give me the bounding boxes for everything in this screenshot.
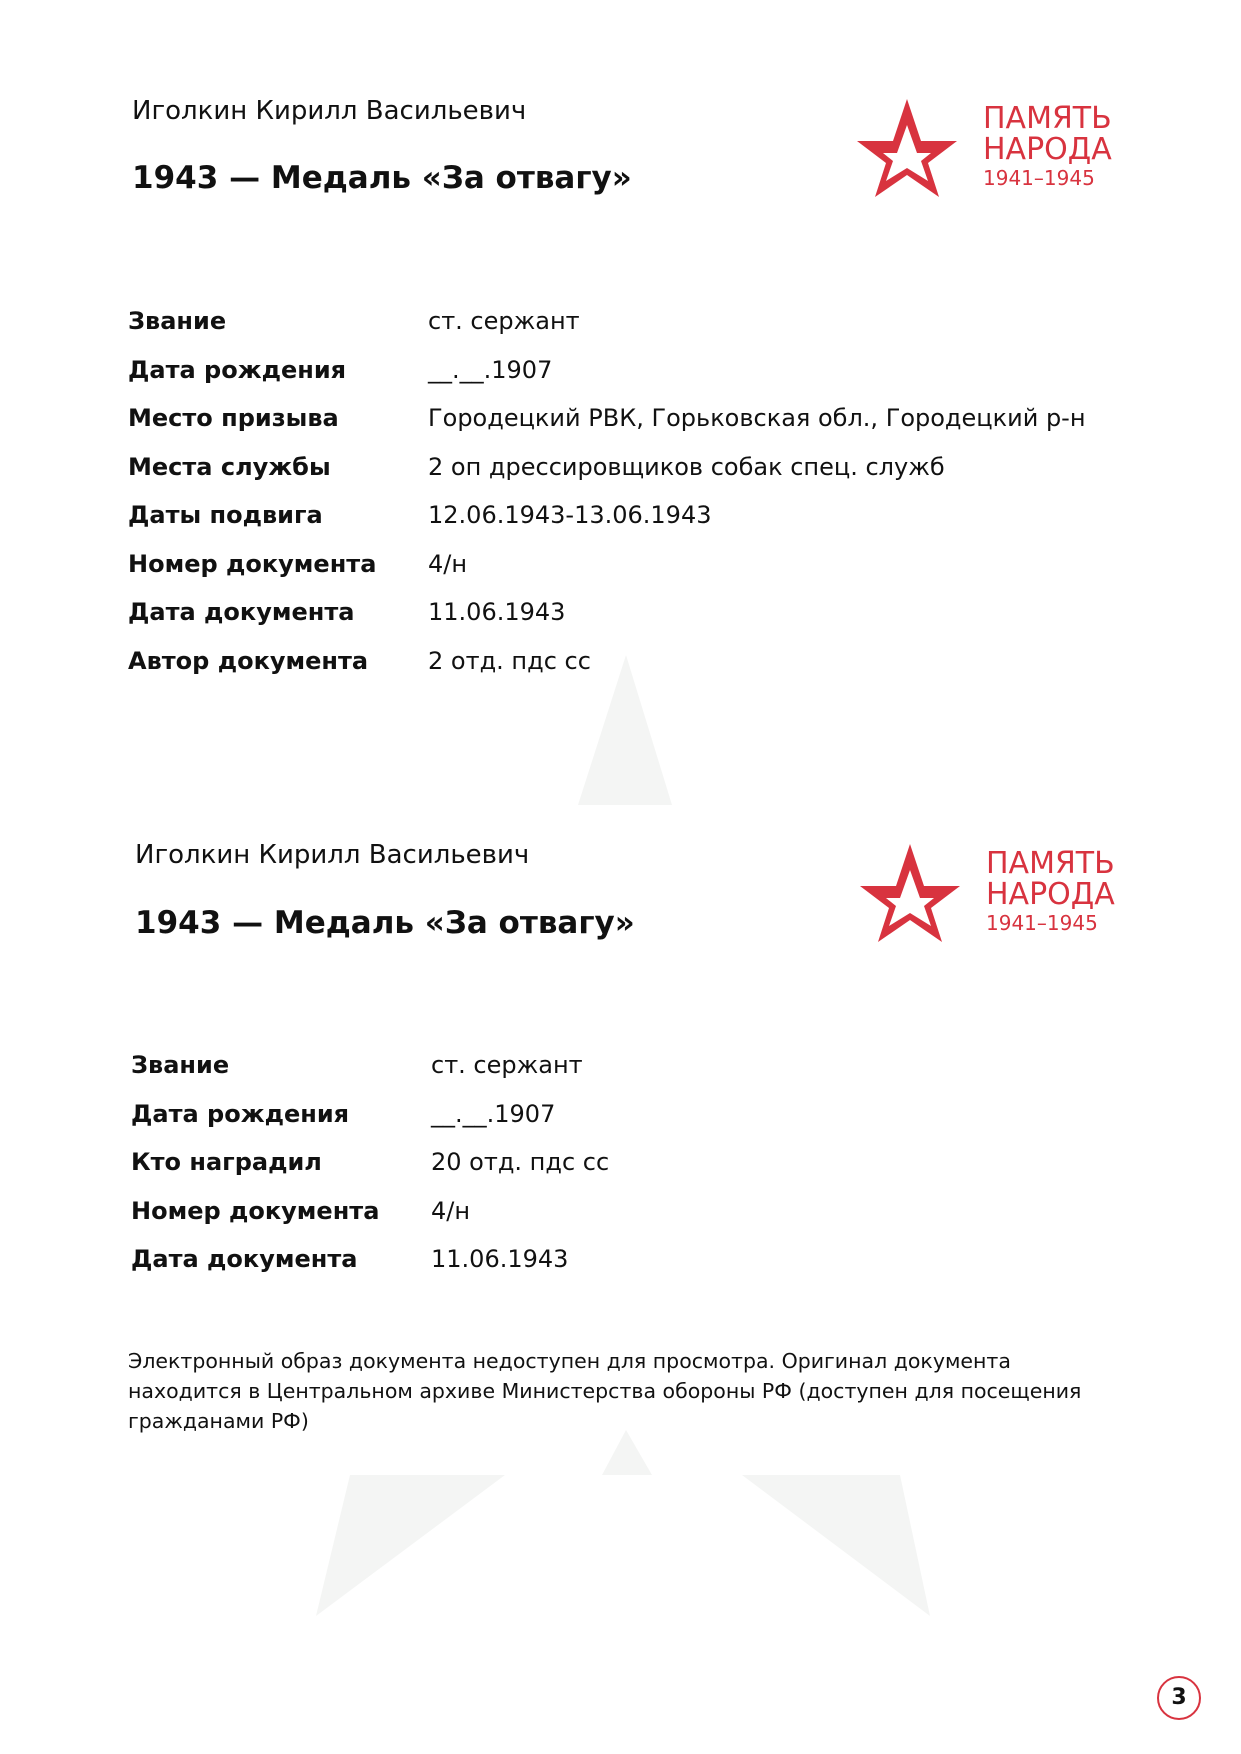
archive-note: Электронный образ документа недоступен для просмотра. Оригинал документа находится в Центральном архиве Министерства обороны РФ (доступен для посещения гражданами РФ) [128,1349,1082,1433]
field-value: 4/н [428,549,468,578]
pamyat-naroda-logo [855,95,1145,205]
logo-line2: НАРОДА [983,132,1112,167]
award-title: 1943 — Медаль «За отвагу» [132,160,632,196]
field-value: 12.06.1943-13.06.1943 [428,501,712,529]
field-value: 20 отд. пдс сс [431,1148,610,1176]
page-number: 3 [1157,1676,1201,1720]
field-value: Городецкий РВК, Горьковская обл., Городецкий р-н [428,404,1086,432]
logo-line1: ПАМЯТЬ [986,846,1115,881]
logo-text [986,848,1115,936]
field-label: Номер документа [131,1196,380,1225]
field-value: __.__.1907 [431,1099,556,1128]
field-label: Даты подвига [128,501,323,529]
field-value: 11.06.1943 [431,1245,569,1273]
field-label: Дата документа [128,598,355,626]
logo-text [983,103,1112,191]
field-value: __.__.1907 [428,355,553,384]
field-value: ст. сержант [428,307,580,335]
field-label: Номер документа [128,549,377,578]
red-star-icon [858,840,968,950]
person-name: Иголкин Кирилл Васильевич [132,96,527,126]
logo-line2: НАРОДА [986,877,1115,912]
field-label: Звание [128,307,227,335]
person-name: Иголкин Кирилл Васильевич [135,840,530,870]
field-value: 2 оп дрессировщиков собак спец. служб [428,452,945,481]
field-label: Кто наградил [131,1148,322,1176]
field-value: 11.06.1943 [428,598,566,626]
logo-years: 1941–1945 [986,911,1098,935]
field-label: Автор документа [128,646,369,675]
field-value: 4/н [431,1196,471,1225]
field-label: Дата рождения [128,355,347,384]
field-label: Дата документа [131,1245,358,1273]
field-value: 2 отд. пдс сс [428,646,591,675]
red-star-icon [855,95,965,205]
logo-line1: ПАМЯТЬ [983,101,1112,136]
field-label: Места службы [128,452,331,481]
award-title: 1943 — Медаль «За отвагу» [135,905,635,941]
pamyat-naroda-logo [858,840,1148,950]
field-label: Место призыва [128,404,339,432]
field-label: Дата рождения [131,1099,350,1128]
field-label: Звание [131,1051,230,1079]
logo-years: 1941–1945 [983,166,1095,190]
field-value: ст. сержант [431,1051,583,1079]
